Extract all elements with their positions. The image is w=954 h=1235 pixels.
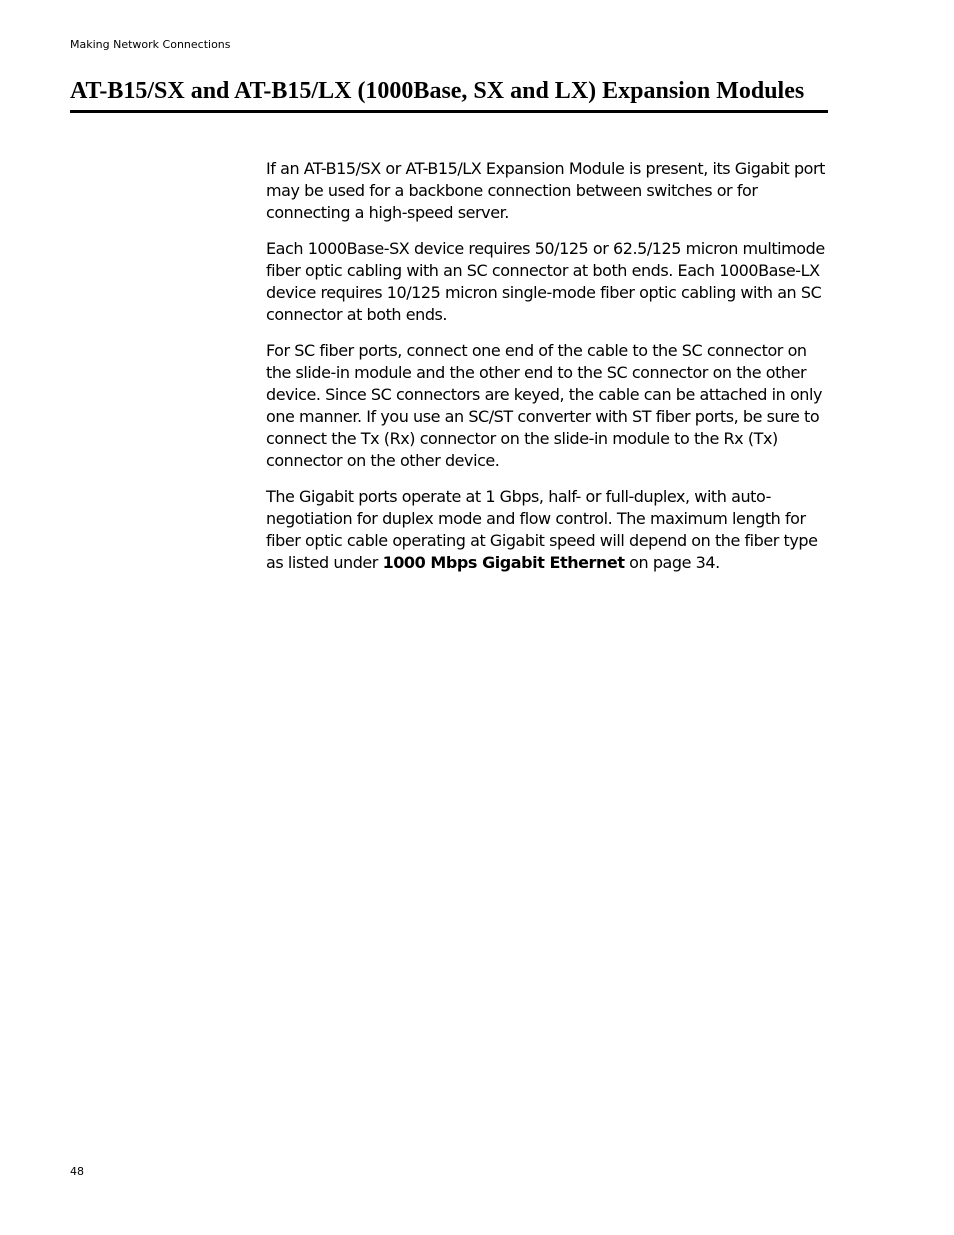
paragraph-cabling-requirements: Each 1000Base-SX device requires 50/125 or 62.5/125 micron multimode fiber optic cabling with an SC connector at both ends. Each 1000Base-LX device requires 10/125 micron single-mode fiber optic cabling with an SC connector at both ends. xyxy=(266,239,825,324)
paragraph-gigabit-port: If an AT-B15/SX or AT-B15/LX Expansion Module is present, its Gigabit port may be used for a backbone connection between switches or for connecting a high-speed server. xyxy=(266,159,825,222)
paragraph-text: The Gigabit ports operate at 1 Gbps, half- or full-duplex, with auto-negotiation for duplex mode and flow control. The maximum length for fiber optic cable operating at Gigabit speed will depend on the fiber type as listed under xyxy=(266,487,818,572)
section-heading: AT-B15/SX and AT-B15/LX (1000Base, SX and LX) Expansion Modules xyxy=(70,77,828,113)
running-header: Making Network Connections xyxy=(70,38,231,51)
body-text xyxy=(266,158,832,588)
cross-reference: 1000 Mbps Gigabit Ethernet xyxy=(382,553,625,572)
paragraph-sc-connection: For SC fiber ports, connect one end of the cable to the SC connector on the slide-in module and the other end to the SC connector on the other device. Since SC connectors are keyed, the cable can be attached in only one manner. If you use an SC/ST converter with ST fiber ports, be sure to connect the Tx (Rx) connector on the slide-in module to the Rx (Tx) connector on the other device. xyxy=(266,341,823,470)
paragraph-text: on page 34. xyxy=(624,553,720,572)
paragraph-gigabit-operation xyxy=(266,486,832,574)
page-number: 48 xyxy=(70,1165,84,1178)
